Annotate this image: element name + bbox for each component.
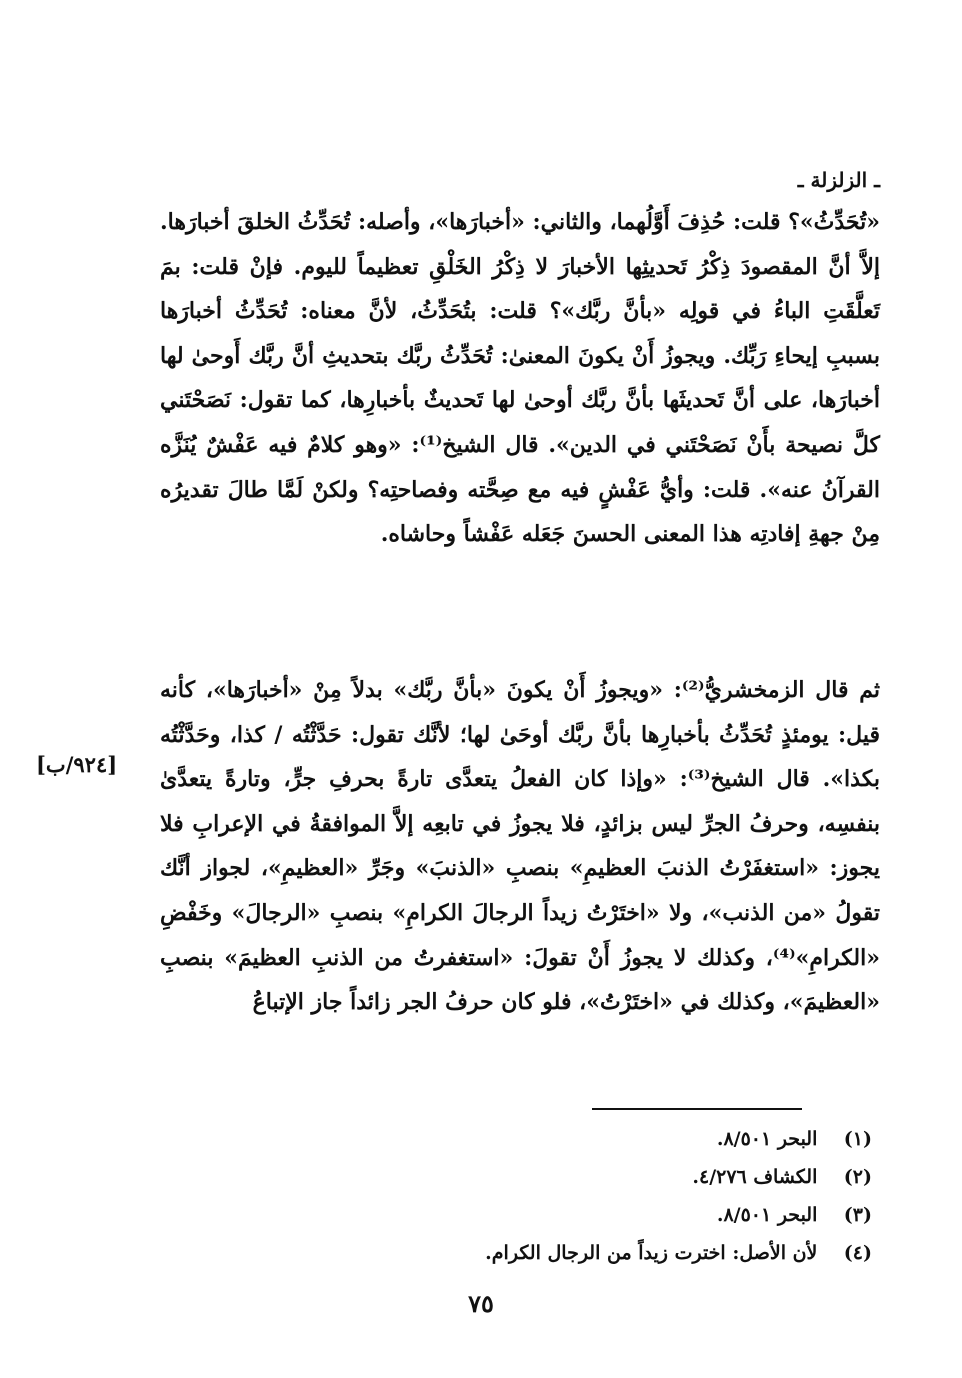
running-head: ـ الزلزلة ـ xyxy=(797,168,880,192)
footnote xyxy=(272,1196,872,1234)
footnotes xyxy=(272,1120,872,1272)
footnote-number: (١) xyxy=(843,1128,872,1150)
footnote xyxy=(272,1120,872,1158)
footnote-number: (٣) xyxy=(843,1204,872,1226)
footnote xyxy=(272,1158,872,1196)
footnote-text: لأن الأصل: اخترت زيداً من الرجال الكرام. xyxy=(485,1242,818,1264)
footnote-number: (٢) xyxy=(843,1166,872,1188)
body-paragraph-1: «تُحَدِّثُ»؟ قلت: حُذِفَ أَوَّلُهما، والثاني: «أخبارَها»، وأصله: تُحَدِّثُ الخلقَ أخبارَها. إلاَّ أنَّ المقصودَ ذِكْرُ تَحديثِها الأخبارَ لا ذِكْرُ الخَلْقِ تعظيماً لليوم. فإنْ قلت: بمَ تَعلَّقَتِ الباءُ في قولِه «بأنَّ ربَّك»؟ قلت: بتُحَدِّثُ، لأنَّ معناه: تُحَدِّثُ أخبارَها بسببِ إيحاءِ رَبِّك. ويجوزُ أَنْ يكونَ المعنىٰ: تُحَدِّثُ ربَّك بتحديثِ أنَّ ربَّك أَوحىٰ لها أخبارَها، على أنَّ تَحديثَها بأنَّ ربَّك أوحىٰ لها تَحديثٌ بأخبارِها، كما تقول: نَصَحْتَني كلَّ نصيحة بأَنْ نَصَحْتَني في الدين». قال الشيخ⁽¹⁾: «وهو كلامٌ فيه عَفْشٌ يُنَزَّه القرآنُ عنه». قلت: وأيُّ عَفْشٍ فيه مع صِحَّته وفصاحتِه؟ ولكنْ لَمَّا طالَ تقديرُه مِنْ جهةِ إفادتِه هذا المعنى الحسنَ جَعَله عَفْشاً وحاشاه. xyxy=(160,209,880,548)
footnote-text: الكشاف ٤/٢٧٦. xyxy=(692,1166,818,1188)
footnote-divider xyxy=(592,1108,802,1110)
page-number: ٧٥ xyxy=(468,1289,494,1318)
manuscript-folio-marker: [٩٢٤/ب] xyxy=(36,752,118,777)
footnote-text: البحر ٨/٥٠١. xyxy=(716,1128,818,1150)
footnote-text: البحر ٨/٥٠١. xyxy=(716,1204,818,1226)
footnote-number: (٤) xyxy=(843,1242,872,1264)
body-paragraph-2: ثم قال الزمخشريُّ⁽²⁾: «ويجوزُ أَنْ يكونَ «بأنَّ ربَّك» بدلاً مِنْ «أخبارَها»، كأنه قيل: يومئذٍ تُحَدِّثُ بأخبارِها بأنَّ ربَّك أوحَىٰ لها؛ لأنَّك تقول: حَدَّثْتُه / كذا، وحَدَّثْتُه بكذا». قال الشيخ⁽³⁾: «وإذا كان الفعلُ يتعدَّى تارةً بحرفِ جرٍّ، وتارةً يتعدَّىٰ بنفسِه، وحرفُ الجرِّ ليس بزائدٍ، فلا يجوزُ في تابعِه إلاَّ الموافقةُ في الإعرابِ فلا يجوز: «استغفَرْتُ الذنبَ العظيمِ» بنصبِ «الذنبَ» وجَرِّ «العظيمِ»، لجواز أنَّك تقولُ «من الذنب»، ولا «اختَرْتُ زيداً الرجالَ الكرامِ» بنصبِ «الرجالَ» وخَفْضِ «الكرامِ»⁽⁴⁾، وكذلك لا يجوزُ أَنْ تقولَ: «استغفرتُ من الذنبِ العظيمَ» بنصبِ «العظيمَ»، وكذلك في «اختَرْتُ»، فلو كان حرفُ الجر زائداً جاز الإتباعُ xyxy=(160,677,880,1016)
footnote xyxy=(272,1234,872,1272)
